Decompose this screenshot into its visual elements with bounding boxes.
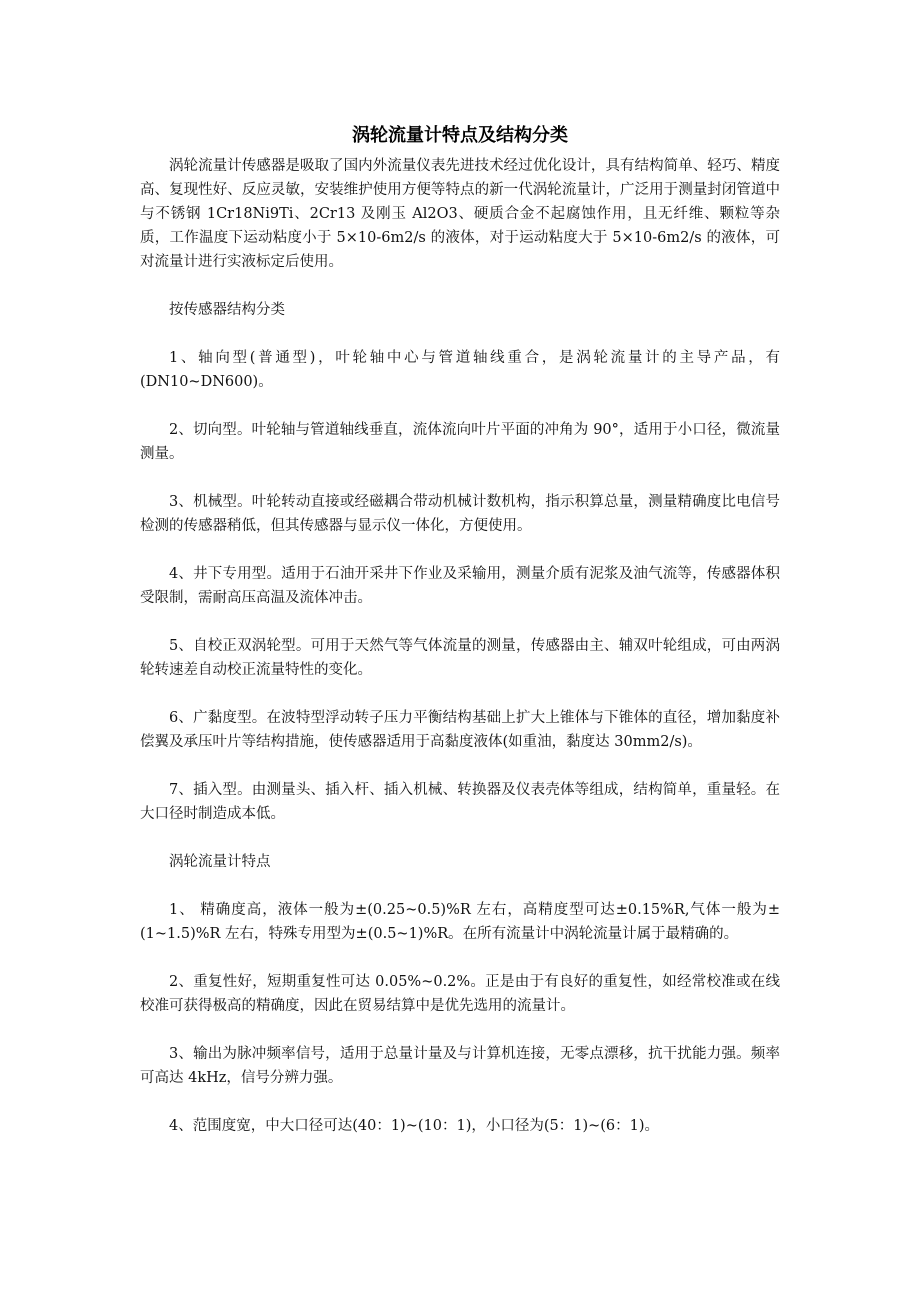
classification-item: 4、井下专用型。适用于石油开采井下作业及采输用，测量介质有泥浆及油气流等，传感器体积受限制，需耐高压高温及流体冲击。 xyxy=(140,566,780,606)
feature-item: 2、重复性好，短期重复性可达 0.05%~0.2%。正是由于有良好的重复性，如经常校准或在线校准可获得极高的精确度，因此在贸易结算中是优先选用的流量计。 xyxy=(140,974,780,1014)
feature-item: 4、范围度宽，中大口径可达(40：1)~(10：1)，小口径为(5：1)~(6：1)。 xyxy=(169,1118,660,1134)
classification-item: 5、自校正双涡轮型。可用于天然气等气体流量的测量，传感器由主、辅双叶轮组成，可由两涡轮转速差自动校正流量特性的变化。 xyxy=(140,638,780,678)
classification-item: 6、广黏度型。在波特型浮动转子压力平衡结构基础上扩大上锥体与下锥体的直径，增加黏度补偿翼及承压叶片等结构措施，使传感器适用于高黏度液体(如重油，黏度达 30mm2/s)。 xyxy=(140,710,780,750)
classification-item: 7、插入型。由测量头、插入杆、插入机械、转换器及仪表壳体等组成，结构简单，重量轻。在大口径时制造成本低。 xyxy=(140,782,780,822)
document-body xyxy=(140,122,780,1138)
section-heading-classification: 按传感器结构分类 xyxy=(169,302,285,318)
classification-item: 3、机械型。叶轮转动直接或经磁耦合带动机械计数机构，指示积算总量，测量精确度比电信号检测的传感器稍低，但其传感器与显示仪一体化，方便使用。 xyxy=(140,494,780,534)
intro-paragraph: 涡轮流量计传感器是吸取了国内外流量仪表先进技术经过优化设计，具有结构简单、轻巧、精度高、复现性好、反应灵敏，安装维护使用方便等特点的新一代涡轮流量计，广泛用于测量封闭管道中与不锈钢 1Cr18Ni9Ti、2Cr13 及刚玉 Al2O3、硬质合金不起腐蚀作用，且无纤维、颗粒等杂质，工作温度下运动粘度小于 5×10-6m2/s 的液体，对于运动粘度大于 5×10-6m2/s 的液体，可对流量计进行实液标定后使用。 xyxy=(140,158,780,270)
classification-item: 1、轴向型(普通型)，叶轮轴中心与管道轴线重合，是涡轮流量计的主导产品，有(DN10~DN600)。 xyxy=(140,350,780,390)
section-heading-features: 涡轮流量计特点 xyxy=(169,854,271,870)
feature-item: 3、输出为脉冲频率信号，适用于总量计量及与计算机连接，无零点漂移，抗干扰能力强。频率可高达 4kHz，信号分辨力强。 xyxy=(140,1046,780,1086)
feature-item: 1、 精确度高，液体一般为±(0.25~0.5)%R 左右，高精度型可达±0.15%R,气体一般为±(1~1.5)%R 左右，特殊专用型为±(0.5~1)%R。在所有流量计中涡轮流量计属于最精确的。 xyxy=(140,902,780,942)
classification-item: 2、切向型。叶轮轴与管道轴线垂直，流体流向叶片平面的冲角为 90°，适用于小口径，微流量测量。 xyxy=(140,422,780,462)
page-title: 涡轮流量计特点及结构分类 xyxy=(352,125,568,146)
